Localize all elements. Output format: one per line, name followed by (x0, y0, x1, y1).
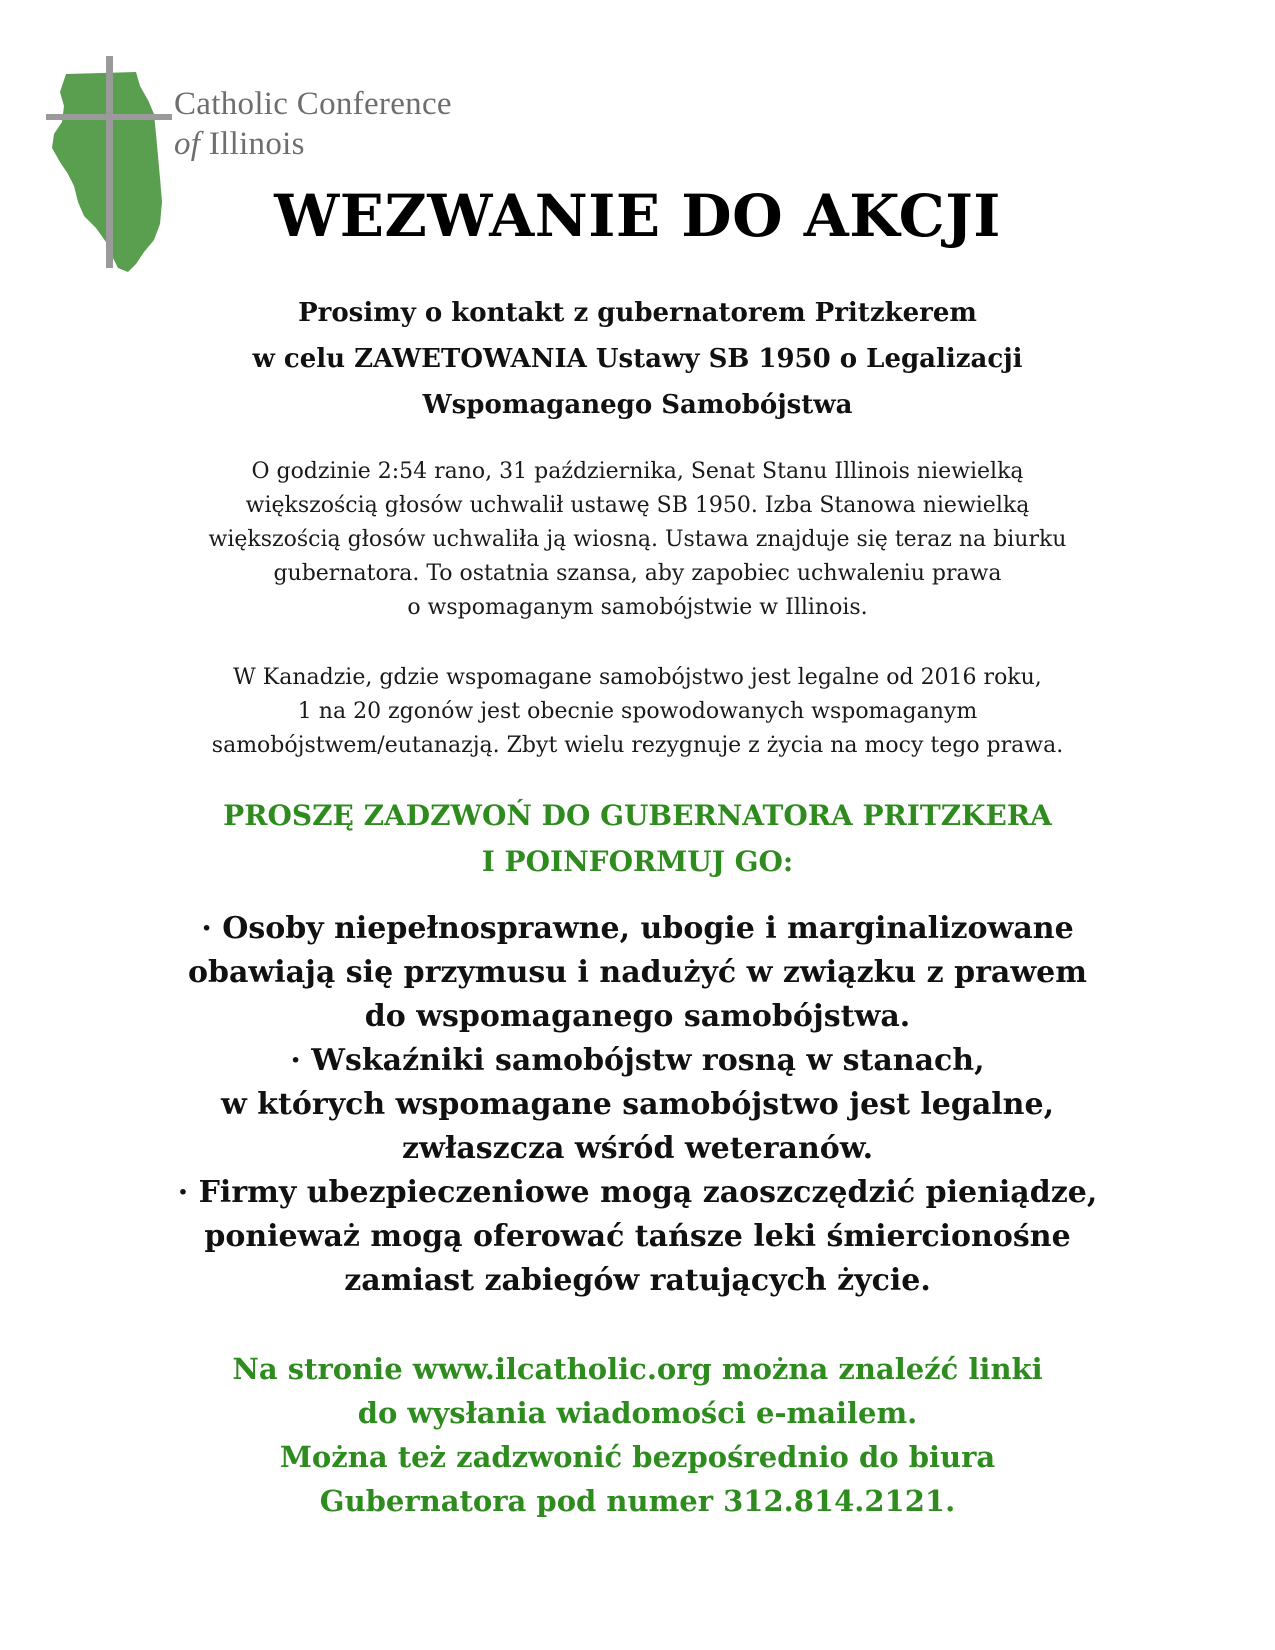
logo-text-illinois: Illinois (208, 126, 305, 162)
list-item: ponieważ mogą oferować tańsze leki śmiercionośne (204, 1219, 1071, 1254)
intro-paragraph (100, 455, 1175, 625)
paragraph-line: W Kanadzie, gdzie wspomagane samobójstwo jest legalne od 2016 roku, (233, 665, 1042, 690)
paragraph-line: większością głosów uchwalił ustawę SB 1950. Izba Stanowa niewielką (245, 493, 1030, 518)
list-item: zwłaszcza wśród weteranów. (401, 1131, 874, 1166)
paragraph-line: samobójstwem/eutanazją. Zbyt wielu rezygnuje z życia na mocy tego prawa. (211, 733, 1064, 758)
subtitle-line: w celu ZAWETOWANIA Ustawy SB 1950 o Legalizacji (252, 344, 1023, 374)
paragraph-line: O godzinie 2:54 rano, 31 października, Senat Stanu Illinois niewielką (251, 459, 1024, 484)
canada-paragraph (100, 661, 1175, 763)
logo-text-line1: Catholic Conference (174, 86, 452, 122)
footer-line: Na stronie www.ilcatholic.org można znaleźć linki (232, 1352, 1043, 1386)
paragraph-line: o wspomaganym samobójstwie w Illinois. (407, 595, 868, 620)
paragraph-line: gubernatora. To ostatnia szansa, aby zapobiec uchwaleniu prawa (273, 561, 1002, 586)
list-item: · Wskaźniki samobójstw rosną w stanach, (290, 1043, 985, 1078)
footer-line: do wysłania wiadomości e-mailem. (357, 1396, 918, 1430)
paragraph-line: 1 na 20 zgonów jest obecnie spowodowanych wspomaganym (297, 699, 978, 724)
talking-points-list (100, 907, 1175, 1303)
footer-line: Można też zadzwonić bezpośrednio do biura (279, 1440, 996, 1474)
list-item: obawiają się przymusu i nadużyć w związku z prawem (187, 955, 1088, 990)
paragraph-line: większością głosów uchwaliła ją wiosną. Ustawa znajduje się teraz na biurku (208, 527, 1067, 552)
subtitle-line: Prosimy o kontakt z gubernatorem Pritzkerem (298, 298, 977, 328)
list-item: do wspomaganego samobójstwa. (364, 999, 911, 1034)
list-item: · Osoby niepełnosprawne, ubogie i marginalizowane (201, 911, 1074, 946)
contact-footer (100, 1347, 1175, 1523)
cta-line: PROSZĘ ZADZWOŃ DO GUBERNATORA PRITZKERA (223, 799, 1052, 832)
list-item: zamiast zabiegów ratujących życie. (344, 1263, 931, 1298)
logo-text-of: of (174, 126, 201, 162)
call-to-action-heading (100, 793, 1175, 885)
subtitle-line: Wspomaganego Samobójstwa (422, 390, 853, 420)
logo-text-line2 (174, 126, 305, 163)
list-item: · Firmy ubezpieczeniowe mogą zaoszczędzić pieniądze, (177, 1175, 1098, 1210)
page-title: WEZWANIE DO AKCJI (274, 182, 1001, 250)
subtitle (100, 290, 1175, 428)
cta-line: I POINFORMUJ GO: (481, 845, 794, 878)
list-item: w których wspomagane samobójstwo jest legalne, (220, 1087, 1055, 1122)
cross-horizontal-bar (46, 114, 172, 120)
footer-line: Gubernatora pod numer 312.814.2121. (319, 1484, 956, 1518)
